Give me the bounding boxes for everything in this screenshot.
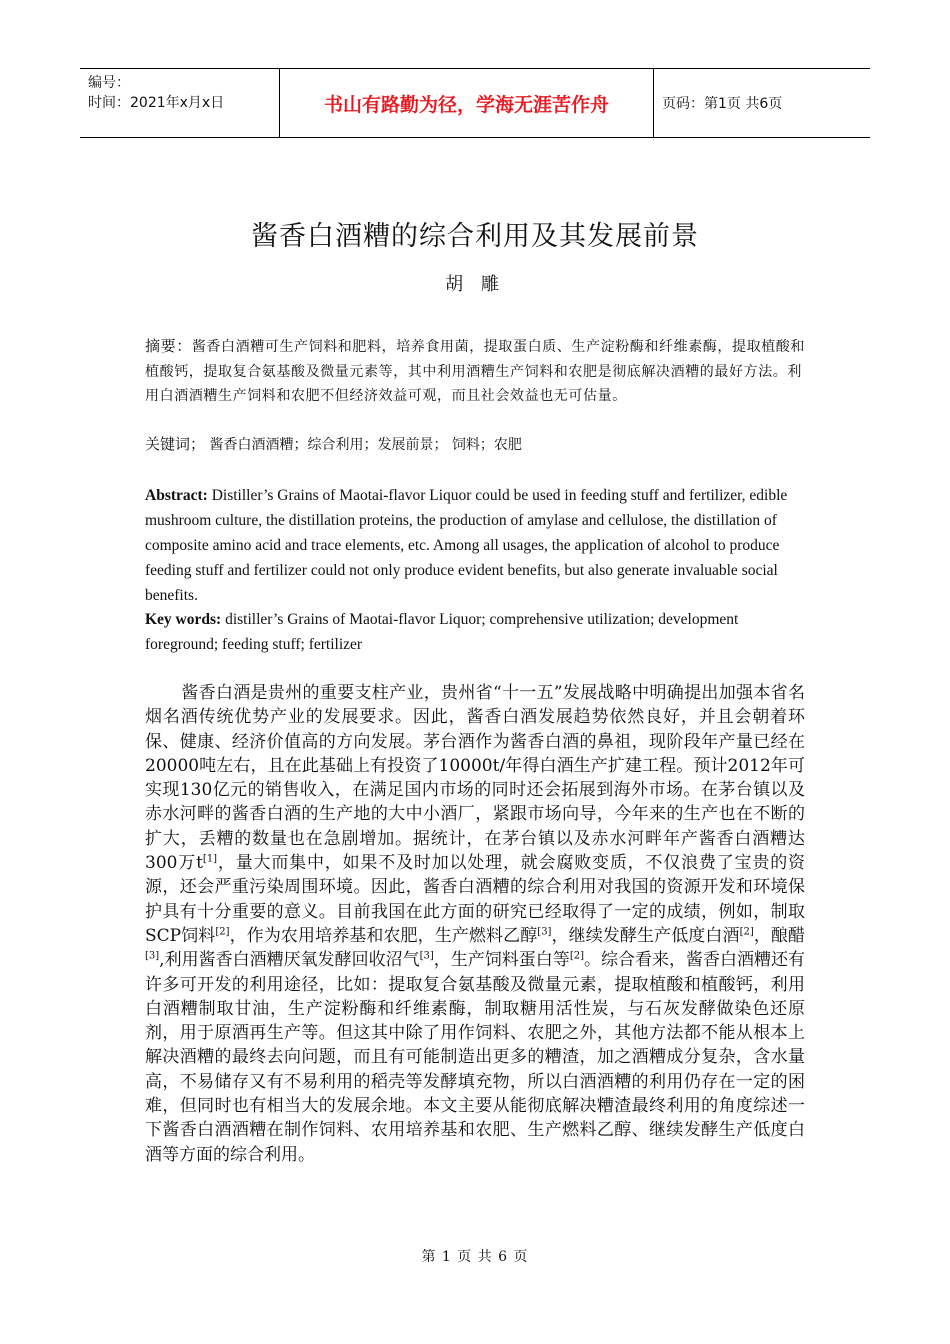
- abstract-en: [145, 483, 805, 608]
- header-meta: [80, 69, 280, 137]
- abstract-cn-text: 酱香白酒糟可生产饲料和肥料，培养食用菌，提取蛋白质、生产淀粉酶和纤维素酶，提取植酸和植酸钙，提取复合氨基酸及微量元素等，其中利用酒糟生产饲料和农肥是彻底解决酒糟的最好方法。利用白酒酒糟生产饲料和农肥不但经济效益可观，而且社会效益也无可估量。: [145, 339, 806, 404]
- citation-ref: [3]: [145, 950, 160, 962]
- abstract-en-label: Abstract:: [145, 487, 208, 504]
- page-footer: 第 1 页 共 6 页: [421, 1249, 529, 1265]
- citation-ref: [3]: [537, 926, 552, 938]
- keywords-cn: [145, 432, 805, 457]
- body-text-7: ，生产饲料蛋白等: [433, 950, 570, 971]
- citation-ref: [2]: [215, 926, 230, 938]
- citation-ref: [2]: [739, 926, 754, 938]
- body-text-8: 。综合看来，酱香白酒糟还有许多可开发的利用途径，比如：提取复合氨基酸及微量元素，提取植酸和植酸钙，利用白酒糟制取甘油，生产淀粉酶和纤维素酶，制取糖用活性炭，与石灰发酵做染色还原剂，用于原酒再生产等。但这其中除了用作饲料、农肥之外，其他方法都不能从根本上解决酒糟的最终去向问题，而且有可能制造出更多的糟渣，加之酒糟成分复杂，含水量高，不易储存又有不易利用的稻壳等发酵填充物，所以白酒酒糟的利用仍存在一定的困难，但同时也有相当大的发展余地。本文主要从能彻底解决糟渣最终利用的角度综述一下酱香白酒酒糟在制作饲料、农用培养基和农肥、生产燃料乙醇、继续发酵生产低度白酒等方面的综合利用。: [145, 950, 806, 1165]
- keywords-cn-label: 关键词；: [145, 435, 206, 453]
- body-text-5: ，酿醋: [753, 925, 806, 946]
- body-text-4: ，继续发酵生产低度白酒: [551, 925, 740, 946]
- abstract-en-text: Distiller’s Grains of Maotai-flavor Liquor could be used in feeding stuff and fertilizer, edible mushroom culture, the distillation proteins, the production of amylase and cellulose, the distillation of composite amino acid and trace elements, etc. Among all usages, the application of alcohol to produce feeding stuff and fertilizer could not only produce evident benefits, but also generate invaluable social benefits.: [145, 487, 788, 604]
- body-paragraph: [145, 681, 805, 1167]
- header-table: [80, 68, 870, 138]
- body-text-2: ，量大而集中，如果不及时加以处理，就会腐败变质，不仅浪费了宝贵的资源，还会严重污染周围环境。因此，酱香白酒糟的综合利用对我国的资源开发和环境保护具有十分重要的意义。目前我国在此方面的研究已经取得了一定的成绩，例如，制取SCP饲料: [145, 853, 806, 946]
- keywords-en: [145, 607, 805, 657]
- abstract-cn: [145, 334, 805, 409]
- citation-ref: [2]: [569, 950, 584, 962]
- body-text-6: ,利用酱香白酒糟厌氧发酵回收沼气: [159, 950, 420, 971]
- keywords-cn-text: 酱香白酒酒糟；综合利用；发展前景； 饲料；农肥: [205, 437, 522, 453]
- abstract-cn-label: 摘要：: [145, 337, 192, 355]
- code-label: 编号：: [88, 75, 130, 91]
- article-title: 酱香白酒糟的综合利用及其发展前景: [251, 221, 699, 252]
- keywords-en-text: distiller’s Grains of Maotai-flavor Liquor; comprehensive utilization; development foreground; feeding stuff; fertilizer: [145, 611, 739, 653]
- header-page-info: 页码：第1页 共6页: [662, 96, 783, 112]
- citation-ref: [3]: [419, 950, 434, 962]
- keywords-en-label: Key words:: [145, 611, 222, 628]
- citation-ref: [1]: [202, 853, 218, 865]
- body-text-1: 酱香白酒是贵州的重要支柱产业，贵州省“十一五”发展战略中明确提出加强本省名烟名酒传统优势产业的发展要求。因此，酱香白酒发展趋势依然良好，并且会朝着环保、健康、经济价值高的方向发展。茅台酒作为酱香白酒的鼻祖，现阶段年产量已经在20000吨左右，且在此基础上有投资了10000t/年得白酒生产扩建工程。预计2012年可实现130亿元的销售收入，在满足国内市场的同时还会拓展到海外市场。在茅台镇以及赤水河畔的酱香白酒的生产地的大中小酒厂，紧跟市场向导，今年来的生产也在不断的扩大，丢糟的数量也在急剧增加。据统计，在茅台镇以及赤水河畔年产酱香白酒糟达300万t: [145, 683, 805, 874]
- article-author: 胡 雕: [445, 274, 505, 295]
- time-label: 时间：2021年x月x日: [88, 95, 225, 111]
- body-text-3: ，作为农用培养基和农肥，生产燃料乙醇: [229, 925, 538, 946]
- header-motto: 书山有路勤为径，学海无涯苦作舟: [280, 69, 654, 137]
